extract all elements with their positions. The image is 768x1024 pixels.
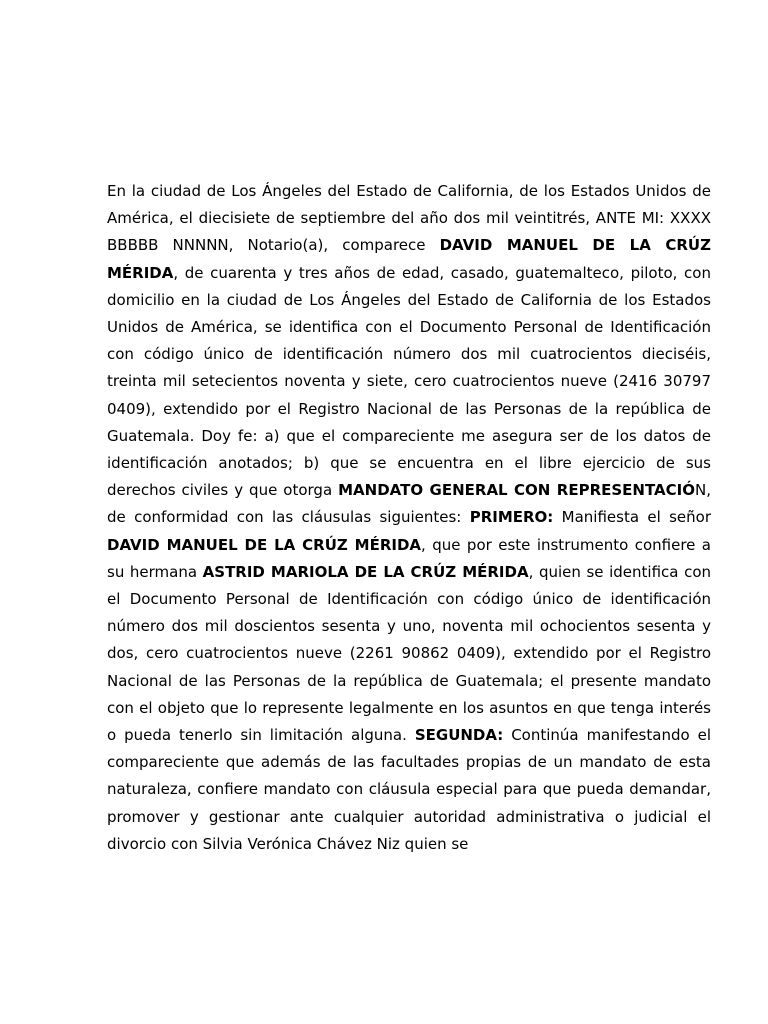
paragraph-text: Manifiesta el señor [553, 508, 711, 527]
paragraph-text: En la ciudad de Los Ángeles del Estado de California, de los Estados Unidos de América, el diecisiete de septiembre del año dos mil veintitrés, ANTE MI: XXXX BBBBB NNNNN, Notario(a), comparece [107, 182, 711, 255]
mandate-title: MANDATO GENERAL CON REPRESENTACIÓ [338, 481, 695, 500]
paragraph-text: Continúa manifestando el compareciente que además de las facultades propias de un mandato de esta naturaleza, confiere mandato con cláusula especial para que pueda demandar, promover y gestionar ante cualquier autoridad administrativa o judicial el divorcio con Silvia Verónica Chávez Niz quien se [107, 726, 711, 853]
paragraph-text: , que por este instrumento confiere a su hermana [107, 535, 712, 581]
paragraph-text: N, de conformidad con las cláusulas siguientes: [107, 481, 711, 527]
clause-heading-primero: PRIMERO: [469, 508, 554, 527]
grantor-name: DAVID MANUEL DE LA CRÚZ MÉRIDA [107, 236, 711, 282]
document-paragraph [107, 178, 711, 858]
clause-heading-segunda: SEGUNDA: [414, 726, 504, 745]
paragraph-text: , de cuarenta y tres años de edad, casado, guatemalteco, piloto, con domicilio en la ciudad de Los Ángeles del Estado de California de los Estados Unidos de América, se identifica con el Documento Personal de Identificación con código único de identificación número dos mil cuatrocientos dieciséis, treinta mil setecientos noventa y siete, cero cuatrocientos nueve (2416 30797 0409), extendido por el Registro Nacional de las Personas de la república de Guatemala. Doy fe: a) que el compareciente me asegura ser de los datos de identificación anotados; b) que se encuentra en el libre ejercicio de sus derechos civiles y que otorga [107, 263, 711, 500]
paragraph-text: , quien se identifica con el Documento Personal de Identificación con código único de identificación número dos mil doscientos sesenta y uno, noventa mil ochocientos sesenta y dos, cero cuatrocientos nueve (2261 90862 0409), extendido por el Registro Nacional de las Personas de la república de Guatemala; el presente mandato con el objeto que lo represente legalmente en los asuntos en que tenga interés o pueda tenerlo sin limitación alguna. [107, 562, 711, 745]
grantor-name: DAVID MANUEL DE LA CRÚZ MÉRIDA [107, 535, 422, 554]
attorney-name: ASTRID MARIOLA DE LA CRÚZ MÉRIDA [202, 562, 529, 581]
